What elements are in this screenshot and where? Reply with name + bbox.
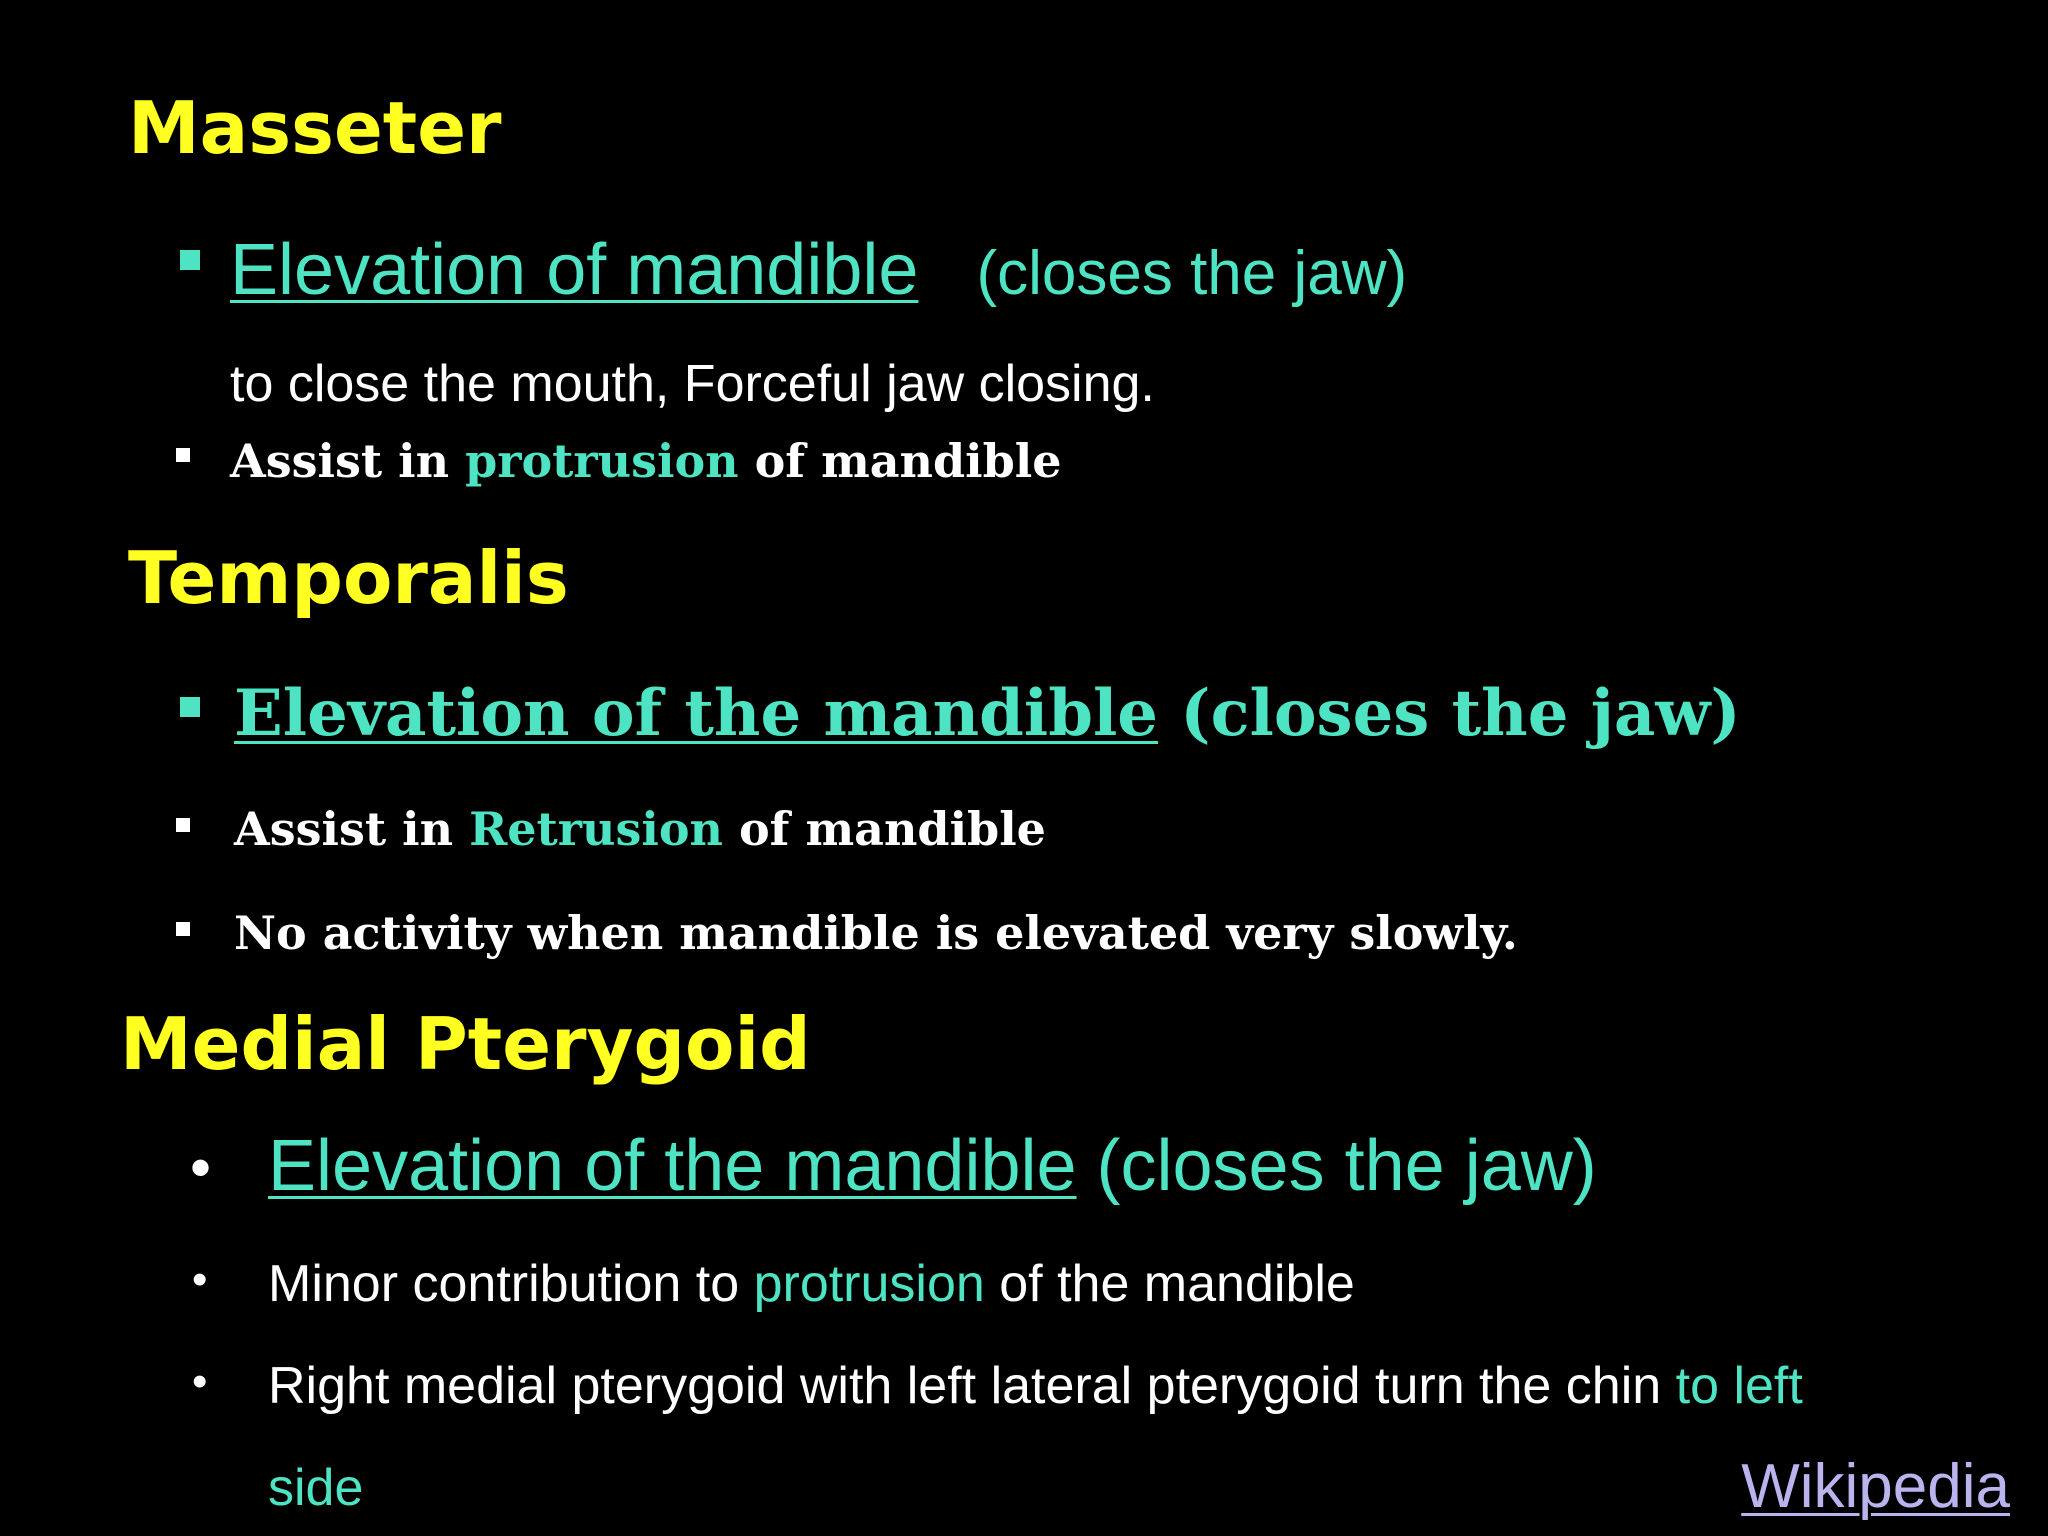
- masseter-bullet-1: [230, 230, 1408, 310]
- masseter-bullet-1-rest: (closes the jaw): [976, 239, 1408, 308]
- link-elevation-of-the-mandible-2[interactable]: Elevation of the mandible: [268, 1126, 1077, 1206]
- heading-medial-pterygoid: Medial Pterygoid: [120, 1002, 811, 1086]
- temporalis-bullet-2-highlight: Retrusion: [469, 802, 723, 856]
- heading-temporalis: Temporalis: [128, 536, 569, 620]
- medial-pterygoid-bullet-3-continuation: side: [268, 1459, 364, 1517]
- square-bullet-icon: [176, 448, 190, 462]
- temporalis-bullet-2: [234, 802, 1046, 856]
- masseter-bullet-2-highlight: protrusion: [465, 434, 739, 488]
- wikipedia-link[interactable]: Wikipedia: [1741, 1452, 2010, 1521]
- temporalis-bullet-3: No activity when mandible is elevated very slowly.: [234, 906, 1518, 960]
- square-bullet-icon: [180, 250, 200, 270]
- medial-pterygoid-bullet-1-rest: (closes the jaw): [1076, 1126, 1597, 1206]
- square-bullet-icon: [176, 818, 190, 832]
- temporalis-bullet-2-pre: Assist in: [234, 802, 470, 856]
- masseter-subtext: to close the mouth, Forceful jaw closing.: [230, 355, 1155, 413]
- square-bullet-icon: [180, 697, 200, 717]
- medial-pterygoid-bullet-2: [268, 1255, 1355, 1313]
- temporalis-bullet-2-post: of mandible: [722, 802, 1046, 856]
- masseter-bullet-2: [230, 434, 1062, 488]
- medial-pterygoid-bullet-3-pre: Right medial pterygoid with left lateral pterygoid turn the chin: [268, 1357, 1676, 1415]
- medial-pterygoid-bullet-3: [268, 1357, 1803, 1415]
- temporalis-bullet-1-rest: (closes the jaw): [1158, 676, 1741, 751]
- masseter-bullet-2-post: of mandible: [738, 434, 1062, 488]
- bullet-dot-icon: •: [192, 1255, 208, 1304]
- link-elevation-of-the-mandible[interactable]: Elevation of the mandible: [234, 676, 1158, 751]
- medial-pterygoid-bullet-2-pre: Minor contribution to: [268, 1255, 754, 1313]
- medial-pterygoid-bullet-3-highlight: to left: [1675, 1357, 1803, 1415]
- medial-pterygoid-bullet-1: [268, 1126, 1597, 1206]
- medial-pterygoid-bullet-2-highlight: protrusion: [753, 1255, 985, 1313]
- heading-masseter: Masseter: [128, 86, 502, 170]
- link-elevation-of-mandible[interactable]: Elevation of mandible: [230, 230, 919, 310]
- bullet-dot-icon: •: [190, 1134, 212, 1201]
- square-bullet-icon: [176, 922, 190, 936]
- temporalis-bullet-1: [234, 676, 1741, 751]
- bullet-dot-icon: •: [192, 1357, 208, 1406]
- masseter-bullet-2-pre: Assist in: [230, 434, 466, 488]
- medial-pterygoid-bullet-2-post: of the mandible: [984, 1255, 1355, 1313]
